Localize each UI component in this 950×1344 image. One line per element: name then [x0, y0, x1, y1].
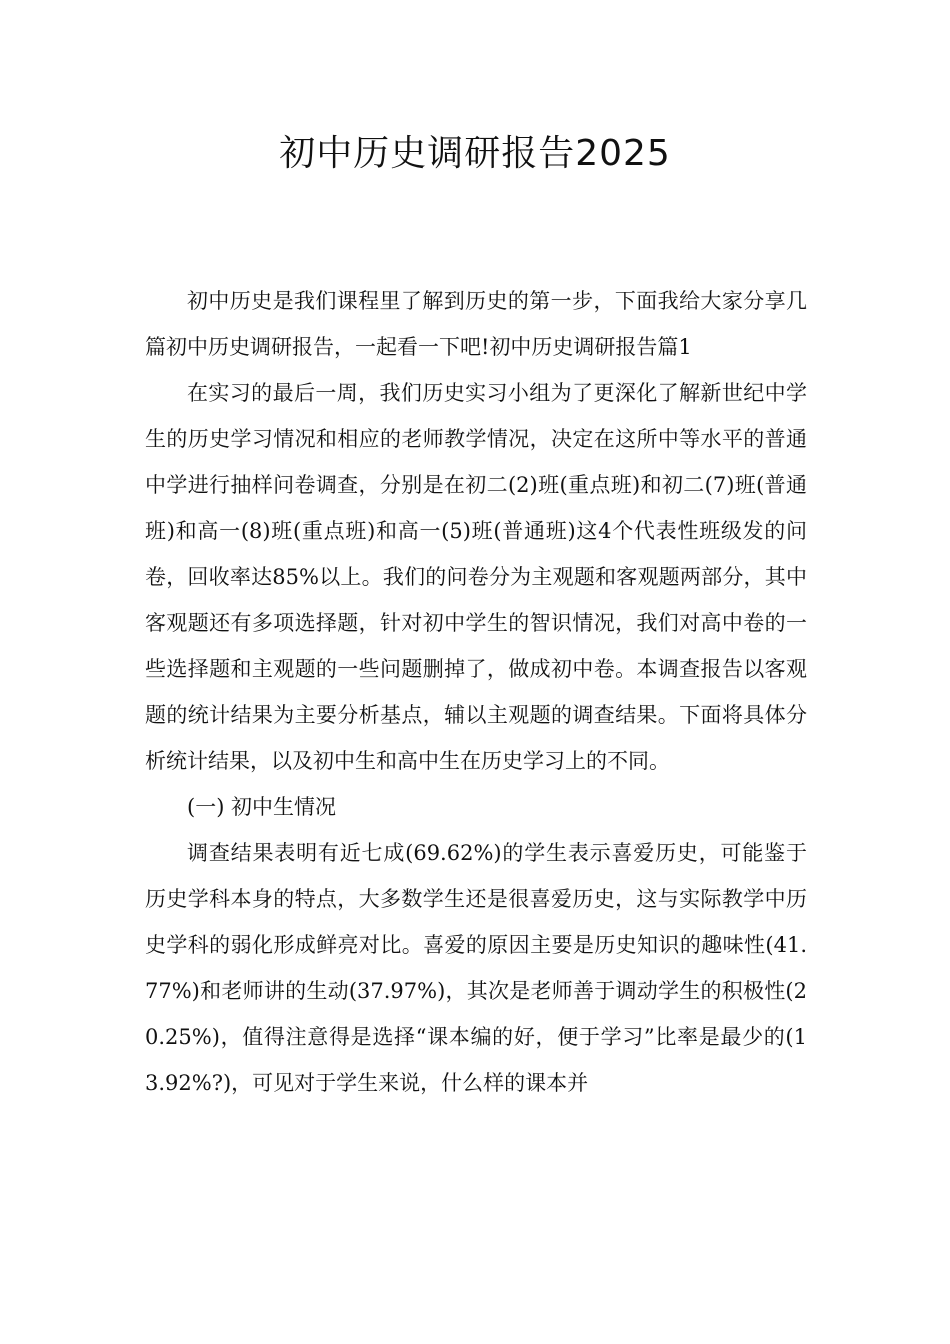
survey-paragraph: 在实习的最后一周，我们历史实习小组为了更深化了解新世纪中学生的历史学习情况和相应的老师教学情况，决定在这所中等水平的普通中学进行抽样问卷调查，分别是在初二(2)班(重点班)和初二(7)班(普通班)和高一(8)班(重点班)和高一(5)班(普通班)这4个代表性班级发的问卷，回收率达85%以上。我们的问卷分为主观题和客观题两部分，其中客观题还有多项选择题，针对初中学生的智识情况，我们对高中卷的一些选择题和主观题的一些问题删掉了，做成初中卷。本调查报告以客观题的统计结果为主要分析基点，辅以主观题的调查结果。下面将具体分析统计结果，以及初中生和高中生在历史学习上的不同。 [145, 381, 807, 773]
intro-paragraph: 初中历史是我们课程里了解到历史的第一步，下面我给大家分享几篇初中历史调研报告，一起看一下吧!初中历史调研报告篇1 [145, 289, 807, 359]
document-body [145, 278, 807, 1106]
section-heading-junior: (一) 初中生情况 [187, 795, 337, 819]
document-title: 初中历史调研报告2025 [279, 133, 671, 174]
results-paragraph: 调查结果表明有近七成(69.62%)的学生表示喜爱历史，可能鉴于历史学科本身的特点，大多数学生还是很喜爱历史，这与实际教学中历史学科的弱化形成鲜亮对比。喜爱的原因主要是历史知识的趣味性(41.77%)和老师讲的生动(37.97%)，其次是老师善于调动学生的积极性(20.25%)，值得注意得是选择“课本编的好，便于学习”比率是最少的(13.92%?)，可见对于学生来说，什么样的课本并 [145, 841, 807, 1095]
